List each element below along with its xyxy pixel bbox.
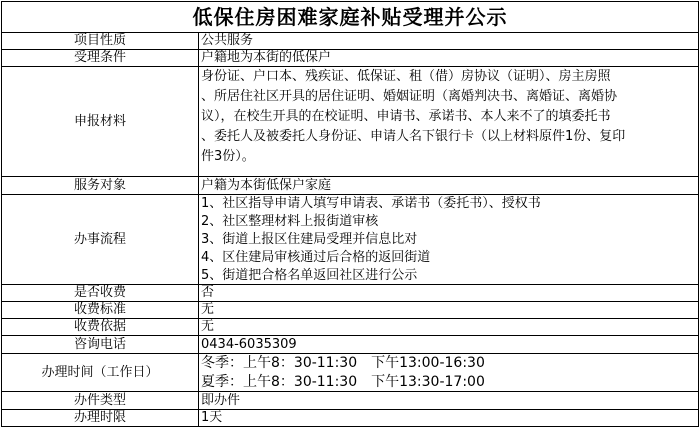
row-label-materials: 申报材料 — [2, 67, 199, 177]
row-value-fee-basis: 无 — [199, 319, 699, 336]
row-label-time-limit: 办理时限 — [2, 410, 199, 427]
procedure-step: 4、区住建局审核通过后合格的返回街道 — [201, 250, 431, 265]
row-label-procedure: 办事流程 — [2, 195, 199, 285]
procedure-step: 3、街道上报区住建局受理并信息比对 — [201, 232, 418, 247]
table-row — [2, 410, 699, 427]
row-label-nature: 项目性质 — [2, 33, 199, 50]
row-label-conditions: 受理条件 — [2, 50, 199, 67]
row-value-charged: 否 — [199, 285, 699, 302]
service-info-table — [1, 1, 699, 427]
table-row — [2, 336, 699, 354]
table-row — [2, 177, 699, 195]
table-row — [2, 67, 699, 177]
row-label-phone: 咨询电话 — [2, 336, 199, 354]
notice-sheet — [1, 1, 698, 427]
row-value-materials — [199, 67, 699, 177]
row-label-service-target: 服务对象 — [2, 177, 199, 195]
row-value-conditions: 户籍地为本街的低保户 — [199, 50, 699, 67]
row-value-phone: 0434-6035309 — [199, 336, 699, 354]
materials-line: 件3份）。 — [201, 149, 255, 164]
row-label-fee-basis: 收费依据 — [2, 319, 199, 336]
row-value-case-type: 即办件 — [199, 392, 699, 410]
table-row — [2, 285, 699, 302]
row-value-hours — [199, 354, 699, 392]
procedure-step: 5、街道把合格名单返回社区进行公示 — [201, 268, 418, 283]
materials-line: 身份证、户口本、残疾证、低保证、租（借）房协议（证明）、房主房照 — [201, 69, 611, 84]
row-label-charged: 是否收费 — [2, 285, 199, 302]
row-value-time-limit: 1天 — [199, 410, 699, 427]
table-row — [2, 354, 699, 392]
row-label-fee-standard: 收费标准 — [2, 302, 199, 319]
row-value-fee-standard: 无 — [199, 302, 699, 319]
table-row — [2, 195, 699, 285]
row-value-nature: 公共服务 — [199, 33, 699, 50]
table-row — [2, 319, 699, 336]
table-row — [2, 33, 699, 50]
table-row — [2, 50, 699, 67]
materials-line: 、所居住社区开具的居住证明、婚姻证明（离婚判决书、离婚证、离婚协 — [201, 89, 618, 104]
procedure-step: 1、社区指导申请人填写申请表、承诺书（委托书）、授权书 — [201, 196, 541, 211]
materials-line: 议），在校生开具的在校证明、申请书、承诺书、本人来不了的填委托书 — [201, 109, 611, 124]
hours-winter: 冬季：上午8：30-11:30 下午13:00-16:30 — [201, 355, 485, 371]
hours-summer: 夏季：上午8：30-11:30 下午13:30-17:00 — [201, 374, 485, 390]
materials-line: 、委托人及被委托人身份证、申请人名下银行卡（以上材料原件1份、复印 — [201, 129, 626, 144]
row-value-procedure — [199, 195, 699, 285]
row-value-service-target: 户籍为本街低保户家庭 — [199, 177, 699, 195]
title-row — [2, 2, 699, 33]
table-row — [2, 302, 699, 319]
row-label-hours: 办理时间（工作日） — [2, 354, 199, 392]
table-row — [2, 392, 699, 410]
row-label-case-type: 办件类型 — [2, 392, 199, 410]
page-title: 低保住房困难家庭补贴受理并公示 — [2, 2, 699, 33]
procedure-step: 2、社区整理材料上报街道审核 — [201, 214, 379, 229]
